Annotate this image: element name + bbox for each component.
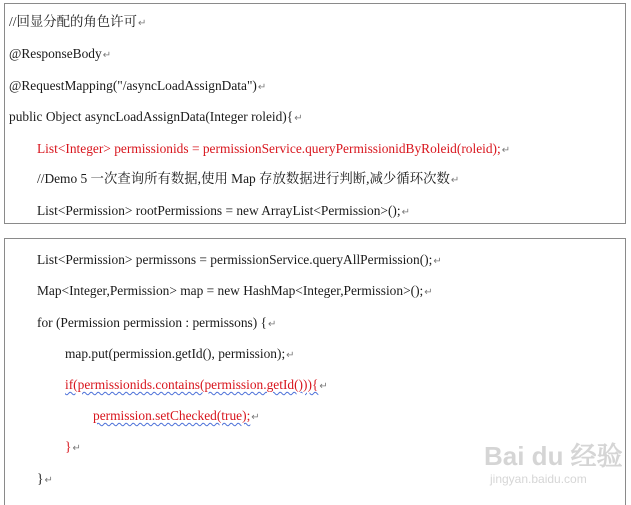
code-text: @ResponseBody	[9, 46, 102, 61]
permission-ids-query-line	[37, 141, 510, 159]
baidu-jingyan-watermark	[484, 436, 623, 496]
code-text: }	[37, 471, 44, 486]
query-all-permission-line	[37, 252, 442, 270]
code-text: public Object asyncLoadAssignData(Integer roleid){	[9, 109, 294, 124]
code-text: List<Permission> rootPermissions = new ArrayList<Permission>();	[37, 203, 401, 218]
code-text: //回显分配的角色许可	[9, 14, 137, 29]
paragraph-mark: ↵	[433, 256, 442, 267]
code-text: for (Permission permission : permissons) {	[37, 315, 267, 330]
paragraph-mark: ↵	[137, 18, 147, 29]
paragraph-mark: ↵	[44, 475, 53, 486]
code-text: if(permissionids.contains(permission.getId())){	[65, 377, 319, 392]
comment-line-roles	[9, 14, 146, 32]
paragraph-mark: ↵	[257, 82, 267, 93]
paragraph-mark: ↵	[450, 175, 460, 186]
paragraph-mark: ↵	[286, 350, 295, 361]
comment-line-demo	[37, 171, 459, 189]
code-text: }	[65, 439, 72, 454]
paragraph-mark: ↵	[102, 50, 112, 61]
root-permissions-line	[37, 203, 410, 221]
paragraph-mark: ↵	[424, 287, 433, 298]
map-declaration-line	[37, 283, 433, 301]
panel-gap	[0, 225, 631, 238]
paragraph-mark: ↵	[294, 113, 303, 124]
annotation-request-mapping	[9, 78, 266, 96]
watermark-url: jingyan.baidu.com	[490, 472, 587, 486]
paragraph-mark: ↵	[267, 319, 277, 330]
code-text: List<Permission> permissons = permissionService.queryAllPermission();	[37, 252, 433, 267]
watermark-brand: Bai du 经验	[484, 441, 623, 471]
for-close-brace-line	[37, 471, 53, 489]
code-text: Map<Integer,Permission> map = new HashMap<Integer,Permission>();	[37, 283, 424, 298]
paragraph-mark: ↵	[319, 381, 328, 392]
if-close-brace-line	[65, 439, 81, 457]
if-contains-line	[65, 377, 328, 395]
code-text: permission.setChecked(true);	[93, 408, 251, 423]
set-checked-line	[93, 408, 260, 426]
paragraph-mark: ↵	[501, 145, 511, 156]
code-text: List<Integer> permissionids = permissionService.queryPermissionidByRoleid(roleid);	[37, 141, 501, 156]
paragraph-mark: ↵	[251, 412, 260, 423]
map-put-line	[65, 346, 295, 364]
method-signature	[9, 109, 303, 127]
code-text: map.put(permission.getId(), permission);	[65, 346, 286, 361]
paragraph-mark: ↵	[401, 207, 410, 218]
code-text: @RequestMapping("/asyncLoadAssignData")	[9, 78, 257, 93]
for-loop-line	[37, 315, 276, 333]
paragraph-mark: ↵	[72, 443, 81, 454]
code-text: //Demo 5 一次查询所有数据,使用 Map 存放数据进行判断,减少循环次数	[37, 171, 450, 186]
annotation-response-body	[9, 46, 111, 64]
